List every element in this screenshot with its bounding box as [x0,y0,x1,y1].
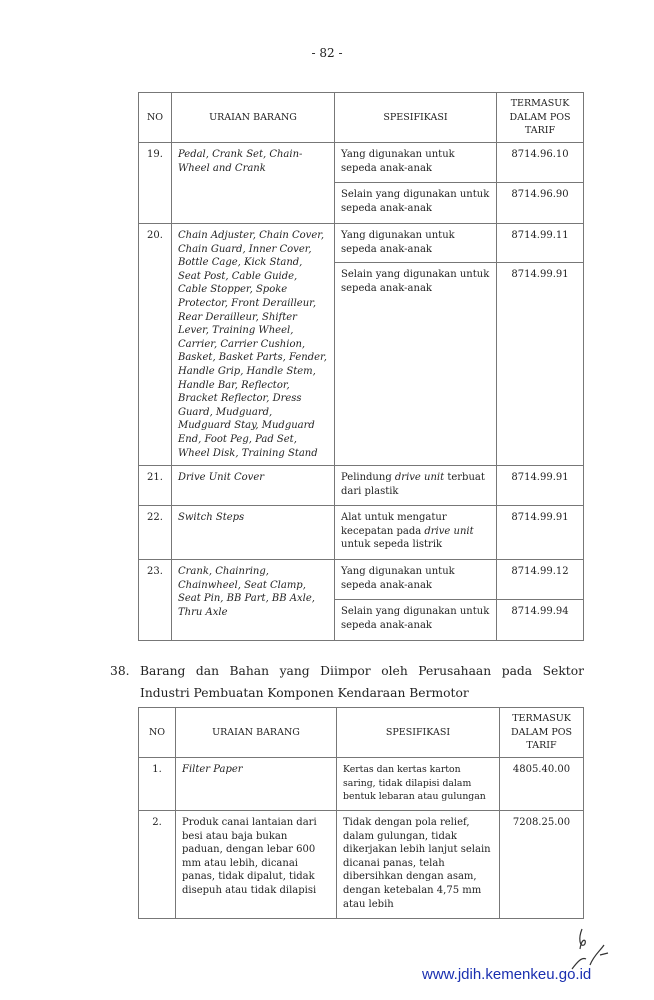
row-pos: 8714.96.90 [497,183,584,224]
row-no: 1. [139,758,176,811]
table-row [139,811,584,919]
section-title-line1: Barang dan Bahan yang Diimpor oleh Perusahaan pada Sektor [140,664,584,678]
row-uraian: Filter Paper [176,758,337,811]
row-uraian: Switch Steps [172,506,335,560]
row-spec: Pelindung drive unit terbuat dari plastik [335,466,497,506]
header-pos-tarif: TERMASUK DALAM POS TARIF [497,93,584,143]
row-uraian: Drive Unit Cover [172,466,335,506]
row-pos: 4805.40.00 [500,758,584,811]
row-spec: Selain yang digunakan untuk sepeda anak-anak [335,600,497,641]
header-uraian: URAIAN BARANG [176,708,337,758]
row-uraian: Crank, Chainring, Chainwheel, Seat Clamp, Seat Pin, BB Part, BB Axle, Thru Axle [172,560,335,641]
row-spec: Kertas dan kertas karton saring, tidak dilapisi dalam bentuk lebaran atau gulungan [337,758,500,811]
section-heading [110,660,584,704]
row-pos: 8714.99.91 [497,466,584,506]
row-uraian: Chain Adjuster, Chain Cover, Chain Guard, Inner Cover, Bottle Cage, Kick Stand, Seat Post, Cable Guide, Cable Stopper, Spoke Protector, Front Derailleur, Rear Derailleur, Shifter Lever, Training Wheel, Carrier, Carrier Cushion, Basket, Basket Parts, Fender, Handle Grip, Handle Stem, Handle Bar, Reflector, Bracket Reflector, Dress Guard, Mudguard, Mudguard Stay, Mudguard End, Foot Peg, Pad Set, Wheel Disk, Training Stand [172,224,335,466]
footer-url-link[interactable]: www.jdih.kemenkeu.go.id [422,966,592,983]
row-spec: Alat untuk mengatur kecepatan pada drive unit untuk sepeda listrik [335,506,497,560]
row-pos: 8714.99.91 [497,506,584,560]
section-title-line2: Industri Pembuatan Komponen Kendaraan Bermotor [140,686,469,700]
table-header-row [139,708,584,758]
row-pos: 8714.99.12 [497,560,584,600]
row-no: 23. [139,560,172,641]
row-pos: 8714.96.10 [497,143,584,183]
header-spesifikasi: SPESIFIKASI [337,708,500,758]
row-uraian: Pedal, Crank Set, Chain-Wheel and Crank [172,143,335,224]
row-pos: 7208.25.00 [500,811,584,919]
row-uraian: Produk canai lantaian dari besi atau baja bukan paduan, dengan lebar 600 mm atau lebih, dicanai panas, tidak dipalut, tidak disepuh atau tidak dilapisi [176,811,337,919]
table-header-row [139,93,584,143]
header-uraian: URAIAN BARANG [172,93,335,143]
header-no: NO [139,93,172,143]
row-spec: Yang digunakan untuk sepeda anak-anak [335,143,497,183]
row-pos: 8714.99.94 [497,600,584,641]
tariff-table-bicycle-parts [138,92,584,641]
page-number: - 82 - [311,46,343,60]
table-row [139,224,584,263]
row-spec: Yang digunakan untuk sepeda anak-anak [335,224,497,263]
section-number: 38. [110,664,130,678]
row-no: 20. [139,224,172,466]
tariff-table-vehicle-components [138,707,584,919]
header-no: NO [139,708,176,758]
row-spec: Selain yang digunakan untuk sepeda anak-anak [335,263,497,466]
row-pos: 8714.99.11 [497,224,584,263]
row-spec: Selain yang digunakan untuk sepeda anak-anak [335,183,497,224]
row-pos: 8714.99.91 [497,263,584,466]
table-row [139,560,584,600]
header-pos-tarif: TERMASUK DALAM POS TARIF [500,708,584,758]
table-row [139,758,584,811]
table-row [139,506,584,560]
table-row [139,143,584,183]
table-row [139,466,584,506]
row-no: 22. [139,506,172,560]
row-no: 19. [139,143,172,224]
row-spec: Yang digunakan untuk sepeda anak-anak [335,560,497,600]
row-no: 21. [139,466,172,506]
header-spesifikasi: SPESIFIKASI [335,93,497,143]
row-no: 2. [139,811,176,919]
row-spec: Tidak dengan pola relief, dalam gulungan, tidak dikerjakan lebih lanjut selain dicanai panas, telah dibersihkan dengan asam, dengan ketebalan 4,75 mm atau lebih [337,811,500,919]
